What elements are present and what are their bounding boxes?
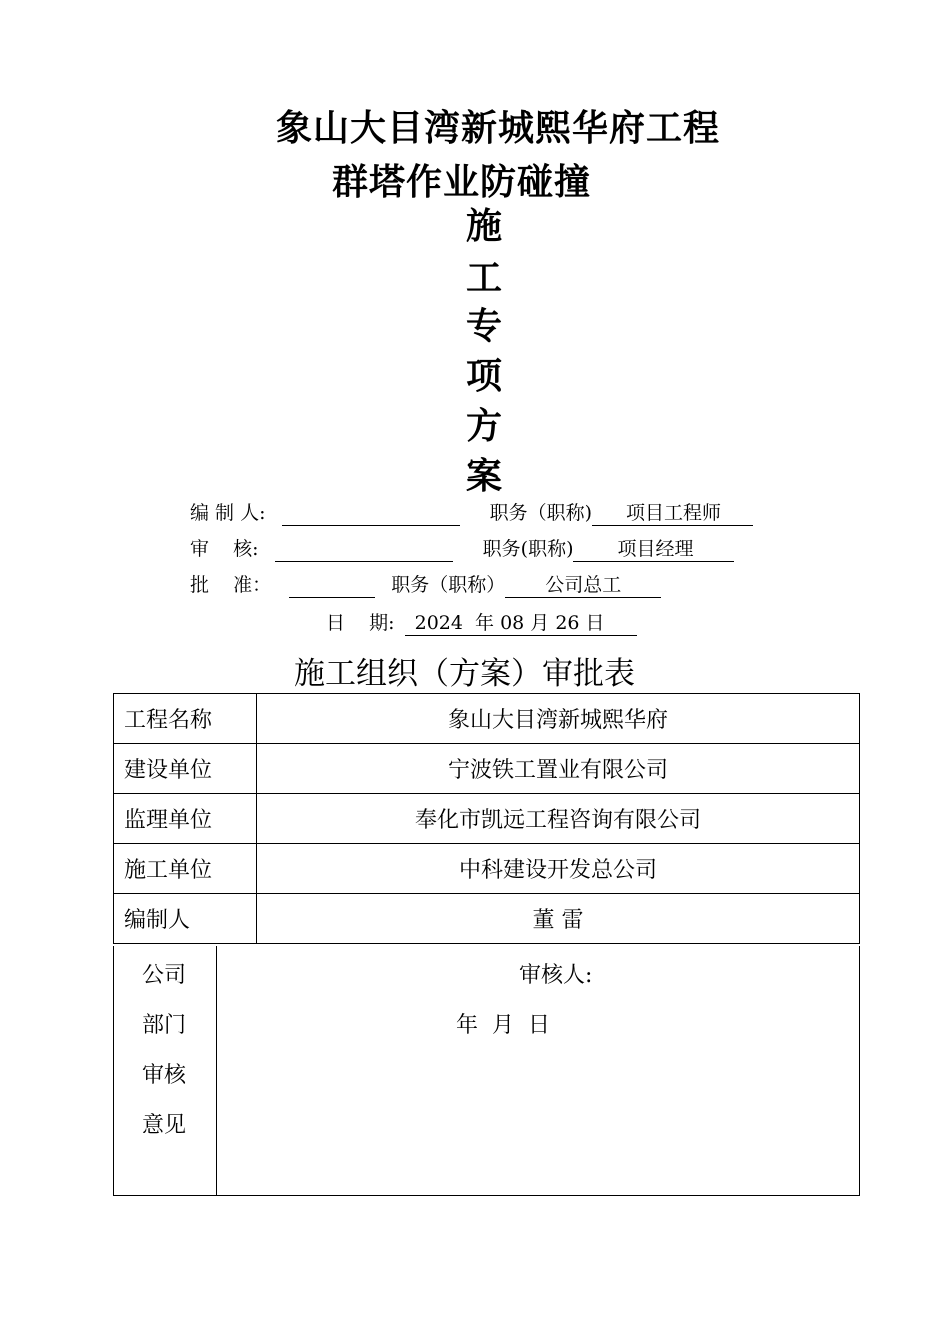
dept-label-line: 审核 xyxy=(142,1063,187,1088)
reviewer-signature-label: 审核人: xyxy=(519,963,593,988)
editor-label: 编 制 人: xyxy=(190,502,266,524)
row-value: 象山大目湾新城熙华府 xyxy=(257,694,860,744)
approver-post-label: 职务（职称） xyxy=(391,574,506,596)
editor-row xyxy=(190,498,753,526)
row-label: 编制人 xyxy=(114,894,257,944)
table-row xyxy=(114,894,860,944)
vertical-title-char: 工 xyxy=(466,257,503,299)
project-title: 象山大目湾新城熙华府工程 xyxy=(276,107,721,149)
reviewer-post-label: 职务(职称) xyxy=(482,538,574,560)
date-value: 2024 年 08 月 26 日 xyxy=(405,608,637,636)
approver-row xyxy=(190,570,661,598)
row-value: 董 雷 xyxy=(257,894,860,944)
vertical-title-char: 专 xyxy=(466,305,503,347)
row-label: 建设单位 xyxy=(114,744,257,794)
plan-subtitle: 群塔作业防碰撞 xyxy=(332,161,592,203)
date-row xyxy=(326,608,637,636)
reviewer-label: 审 核: xyxy=(190,538,259,560)
approval-table-title: 施工组织（方案）审批表 xyxy=(294,656,635,692)
approval-table xyxy=(113,693,860,944)
table-row xyxy=(114,794,860,844)
table-row xyxy=(114,694,860,744)
row-label: 施工单位 xyxy=(114,844,257,894)
row-value: 中科建设开发总公司 xyxy=(257,844,860,894)
reviewer-post-value: 项目经理 xyxy=(573,534,733,562)
review-date-placeholder: 年 月 日 xyxy=(456,1013,550,1038)
dept-label-line: 部门 xyxy=(142,1013,187,1038)
dept-label-line: 公司 xyxy=(142,963,187,988)
row-value: 宁波铁工置业有限公司 xyxy=(257,744,860,794)
dept-label-line: 意见 xyxy=(142,1113,187,1138)
column-divider xyxy=(216,946,217,1195)
reviewer-row xyxy=(190,534,734,562)
row-label: 监理单位 xyxy=(114,794,257,844)
editor-post-label: 职务（职称) xyxy=(489,502,592,524)
approver-post-value: 公司总工 xyxy=(505,570,661,598)
vertical-title-char: 项 xyxy=(466,355,503,397)
table-row xyxy=(114,744,860,794)
table-row xyxy=(114,844,860,894)
reviewer-signature-line xyxy=(275,541,453,562)
editor-signature-line xyxy=(282,505,460,526)
editor-post-value: 项目工程师 xyxy=(592,498,753,526)
approver-label: 批 准： xyxy=(190,574,272,596)
approver-signature-line xyxy=(289,577,375,598)
dept-review-section xyxy=(113,946,860,1196)
date-label: 日 期: xyxy=(326,612,395,634)
vertical-title-char: 方 xyxy=(466,405,503,447)
row-value: 奉化市凯远工程咨询有限公司 xyxy=(257,794,860,844)
vertical-title-char: 施 xyxy=(466,205,503,247)
row-label: 工程名称 xyxy=(114,694,257,744)
vertical-title-char: 案 xyxy=(466,455,503,497)
